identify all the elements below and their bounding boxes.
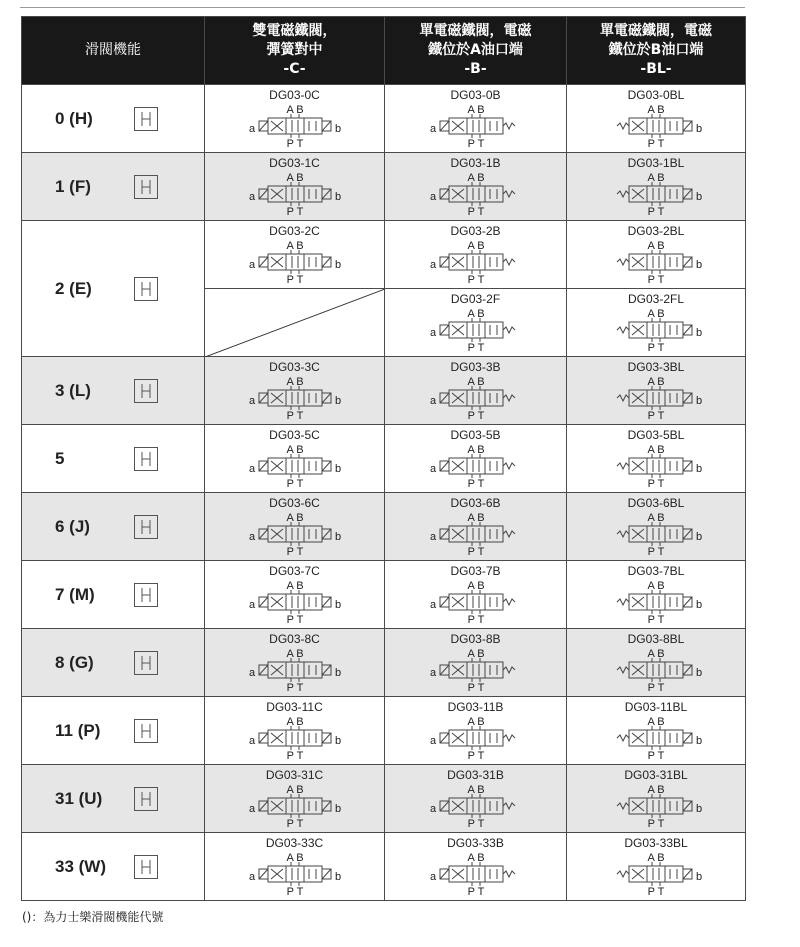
model-cell [385, 85, 567, 153]
model-cell [385, 357, 567, 425]
svg-text:a: a [429, 327, 436, 339]
svg-text:P T: P T [467, 206, 484, 216]
svg-text:b: b [334, 259, 341, 271]
function-cell [22, 629, 205, 697]
header-col-bl-line3: -BL- [640, 61, 672, 77]
valve-symbol-icon [596, 102, 716, 148]
model-cell [567, 153, 746, 221]
function-cell [22, 833, 205, 901]
table-row [22, 357, 746, 425]
svg-text:a: a [429, 667, 436, 679]
model-cell [567, 629, 746, 697]
header-col-c-line1: 雙電磁鐵閥， [252, 23, 337, 39]
model-cell [385, 765, 567, 833]
valve-symbol-icon [235, 850, 355, 896]
diagonal-slash-icon [205, 289, 385, 357]
svg-text:A B: A B [466, 240, 485, 252]
footnote: ()：為力士樂滑閥機能代號 [22, 910, 164, 924]
svg-text:b: b [334, 395, 341, 407]
valve-symbol-icon [235, 578, 355, 624]
valve-symbol-icon [416, 646, 536, 692]
model-cell [567, 289, 746, 357]
svg-text:P T: P T [286, 274, 303, 284]
function-cell [22, 561, 205, 629]
svg-text:a: a [429, 531, 436, 543]
table-row [22, 425, 746, 493]
spool-icon [134, 107, 158, 131]
model-code: DG03-2F [450, 292, 501, 306]
valve-symbol-icon [235, 442, 355, 488]
model-code: DG03-7C [269, 564, 320, 578]
valve-spec-table [21, 16, 746, 901]
valve-symbol-icon [596, 442, 716, 488]
valve-symbol-icon [596, 646, 716, 692]
svg-text:P T: P T [467, 478, 484, 488]
function-label: 8 (G) [55, 652, 94, 672]
svg-text:A B: A B [466, 580, 485, 592]
model-code: DG03-33B [447, 836, 504, 850]
svg-text:a: a [429, 463, 436, 475]
model-code: DG03-3BL [627, 360, 685, 374]
svg-text:b: b [334, 667, 341, 679]
svg-text:a: a [429, 803, 436, 815]
model-code: DG03-6BL [627, 496, 685, 510]
svg-text:A B: A B [285, 512, 304, 524]
svg-text:A B: A B [466, 308, 485, 320]
svg-text:A B: A B [647, 104, 665, 116]
model-cell [567, 221, 746, 289]
model-code: DG03-3B [450, 360, 501, 374]
model-code: DG03-11BL [624, 700, 688, 714]
function-cell [22, 765, 205, 833]
svg-text:A B: A B [647, 784, 665, 796]
model-cell [205, 833, 385, 901]
model-code: DG03-5BL [627, 428, 685, 442]
table-row [22, 153, 746, 221]
not-available-cell [205, 289, 385, 357]
model-code: DG03-1BL [627, 156, 685, 170]
model-code: DG03-0C [269, 88, 320, 102]
svg-text:A B: A B [285, 784, 304, 796]
spool-icon [134, 719, 158, 743]
model-cell [567, 357, 746, 425]
model-code: DG03-7BL [627, 564, 685, 578]
svg-text:A B: A B [285, 172, 304, 184]
valve-symbol-icon [416, 170, 536, 216]
model-cell [205, 765, 385, 833]
svg-text:b: b [695, 803, 703, 815]
function-label: 5 [55, 448, 65, 468]
model-cell [385, 629, 567, 697]
spool-icon [134, 855, 158, 879]
valve-symbol-icon [596, 714, 716, 760]
svg-text:P T: P T [467, 682, 484, 692]
model-cell [385, 289, 567, 357]
header-row [22, 17, 746, 85]
svg-text:b: b [334, 735, 341, 747]
svg-text:A B: A B [647, 172, 665, 184]
svg-text:P T: P T [286, 206, 303, 216]
table-row [22, 697, 746, 765]
svg-text:P T: P T [467, 818, 484, 828]
svg-text:b: b [695, 463, 703, 475]
model-code: DG03-33BL [624, 836, 688, 850]
svg-text:a: a [429, 735, 436, 747]
svg-text:P T: P T [286, 886, 303, 896]
svg-text:a: a [248, 191, 255, 203]
svg-text:A B: A B [466, 784, 485, 796]
header-col-bl-line1: 單電磁鐵閥，電磁 [600, 23, 712, 39]
valve-symbol-icon [235, 238, 355, 284]
valve-symbol-icon [596, 782, 716, 828]
header-function: 滑閥機能 [22, 17, 205, 85]
svg-text:A B: A B [647, 648, 665, 660]
svg-text:a: a [429, 123, 436, 135]
valve-symbol-icon [416, 102, 536, 148]
svg-text:P T: P T [467, 546, 484, 556]
model-code: DG03-33C [265, 836, 324, 850]
svg-text:P T: P T [467, 614, 484, 624]
svg-text:a: a [248, 803, 255, 815]
model-cell [567, 425, 746, 493]
model-cell [385, 697, 567, 765]
function-label: 31 (U) [55, 788, 103, 808]
svg-text:A B: A B [466, 852, 485, 864]
svg-text:a: a [429, 599, 436, 611]
valve-symbol-icon [596, 238, 716, 284]
svg-text:a: a [248, 259, 255, 271]
valve-symbol-icon [416, 782, 536, 828]
model-code: DG03-2B [450, 224, 501, 238]
svg-text:b: b [695, 123, 703, 135]
model-cell [205, 561, 385, 629]
valve-symbol-icon [235, 374, 355, 420]
model-cell [205, 153, 385, 221]
model-code: DG03-11B [447, 700, 504, 714]
model-code: DG03-3C [269, 360, 320, 374]
valve-symbol-icon [416, 442, 536, 488]
svg-text:A B: A B [466, 376, 485, 388]
valve-symbol-icon [596, 170, 716, 216]
valve-symbol-icon [235, 510, 355, 556]
model-code: DG03-5B [450, 428, 501, 442]
svg-text:b: b [695, 871, 703, 883]
function-cell [22, 357, 205, 425]
spool-icon [134, 379, 158, 403]
model-cell [205, 221, 385, 289]
model-code: DG03-7B [450, 564, 501, 578]
function-label: 33 (W) [55, 856, 106, 876]
function-label: 3 (L) [55, 380, 91, 400]
model-cell [567, 493, 746, 561]
svg-text:a: a [429, 259, 436, 271]
spool-icon [134, 515, 158, 539]
svg-text:P T: P T [286, 478, 303, 488]
model-code: DG03-2BL [627, 224, 685, 238]
svg-text:b: b [334, 803, 341, 815]
model-cell [385, 561, 567, 629]
spool-icon [134, 277, 158, 301]
function-label: 2 (E) [55, 278, 92, 298]
svg-text:a: a [248, 599, 255, 611]
valve-symbol-icon [596, 578, 716, 624]
valve-symbol-icon [416, 306, 536, 352]
svg-text:P T: P T [647, 274, 665, 284]
model-cell [385, 221, 567, 289]
svg-text:P T: P T [286, 546, 303, 556]
svg-text:A B: A B [647, 580, 665, 592]
model-cell [567, 765, 746, 833]
valve-symbol-icon [235, 102, 355, 148]
svg-text:P T: P T [467, 410, 484, 420]
svg-text:A B: A B [647, 852, 665, 864]
model-code: DG03-1B [450, 156, 501, 170]
svg-text:P T: P T [286, 818, 303, 828]
svg-text:A B: A B [466, 512, 485, 524]
svg-text:P T: P T [647, 206, 665, 216]
svg-text:a: a [429, 871, 436, 883]
svg-text:A B: A B [466, 648, 485, 660]
svg-text:b: b [334, 463, 341, 475]
function-cell [22, 425, 205, 493]
valve-symbol-icon [235, 782, 355, 828]
svg-text:a: a [248, 531, 255, 543]
model-cell [205, 697, 385, 765]
valve-symbol-icon [596, 850, 716, 896]
header-col-b-line2: 鐵位於A油口端 [428, 42, 523, 58]
function-label: 1 (F) [55, 176, 91, 196]
model-code: DG03-31B [447, 768, 504, 782]
svg-text:A B: A B [285, 444, 304, 456]
function-label: 0 (H) [55, 108, 93, 128]
svg-text:a: a [248, 463, 255, 475]
svg-text:b: b [695, 191, 703, 203]
header-col-bl [567, 17, 746, 85]
svg-text:b: b [695, 327, 703, 339]
header-col-b-line1: 單電磁鐵閥，電磁 [419, 23, 532, 39]
svg-text:A B: A B [466, 104, 485, 116]
valve-symbol-icon [416, 374, 536, 420]
svg-text:P T: P T [647, 886, 665, 896]
model-cell [205, 493, 385, 561]
valve-symbol-icon [235, 714, 355, 760]
model-cell [385, 153, 567, 221]
svg-text:A B: A B [285, 852, 304, 864]
header-col-bl-line2: 鐵位於B油口端 [608, 42, 704, 58]
spool-icon [134, 583, 158, 607]
svg-text:P T: P T [647, 138, 665, 148]
svg-text:b: b [695, 735, 703, 747]
svg-text:A B: A B [647, 308, 665, 320]
table-row [22, 221, 746, 289]
header-col-c [205, 17, 385, 85]
spool-icon [134, 651, 158, 675]
model-cell [385, 833, 567, 901]
svg-text:P T: P T [647, 818, 665, 828]
svg-text:P T: P T [647, 546, 665, 556]
table-row [22, 765, 746, 833]
svg-text:b: b [695, 531, 703, 543]
model-cell [205, 629, 385, 697]
svg-text:A B: A B [647, 376, 665, 388]
valve-symbol-icon [596, 306, 716, 352]
model-code: DG03-6C [269, 496, 320, 510]
svg-text:b: b [695, 667, 703, 679]
svg-text:P T: P T [467, 342, 484, 352]
svg-text:A B: A B [285, 240, 304, 252]
model-code: DG03-8C [269, 632, 320, 646]
svg-text:P T: P T [647, 614, 665, 624]
svg-text:A B: A B [647, 512, 665, 524]
spool-icon [134, 175, 158, 199]
table-row [22, 493, 746, 561]
svg-text:A B: A B [647, 444, 665, 456]
spool-icon [134, 447, 158, 471]
svg-text:P T: P T [286, 138, 303, 148]
table-row [22, 629, 746, 697]
svg-text:A B: A B [647, 240, 665, 252]
model-code: DG03-1C [269, 156, 320, 170]
valve-symbol-icon [235, 646, 355, 692]
function-cell [22, 85, 205, 153]
model-code: DG03-5C [269, 428, 320, 442]
valve-symbol-icon [235, 170, 355, 216]
header-col-c-line3: -C- [283, 61, 306, 77]
function-cell [22, 221, 205, 357]
model-cell [385, 425, 567, 493]
svg-text:P T: P T [467, 886, 484, 896]
model-code: DG03-6B [450, 496, 501, 510]
svg-text:P T: P T [467, 750, 484, 760]
svg-text:A B: A B [466, 716, 485, 728]
svg-text:P T: P T [647, 478, 665, 488]
svg-text:b: b [334, 191, 341, 203]
model-cell [205, 357, 385, 425]
model-code: DG03-0B [450, 88, 501, 102]
model-cell [567, 697, 746, 765]
model-code: DG03-8B [450, 632, 501, 646]
svg-text:A B: A B [285, 716, 304, 728]
svg-text:a: a [248, 395, 255, 407]
svg-text:P T: P T [467, 274, 484, 284]
valve-symbol-icon [416, 850, 536, 896]
function-label: 7 (M) [55, 584, 95, 604]
table-row [22, 833, 746, 901]
svg-text:A B: A B [285, 376, 304, 388]
valve-symbol-icon [416, 510, 536, 556]
model-code: DG03-8BL [627, 632, 685, 646]
svg-text:a: a [429, 395, 436, 407]
svg-text:A B: A B [466, 172, 485, 184]
svg-text:P T: P T [286, 750, 303, 760]
svg-text:b: b [334, 599, 341, 611]
svg-text:A B: A B [285, 580, 304, 592]
model-cell [567, 561, 746, 629]
header-col-c-line2: 彈簧對中 [266, 42, 323, 58]
header-col-b [385, 17, 567, 85]
svg-text:a: a [248, 123, 255, 135]
svg-text:A B: A B [285, 104, 304, 116]
valve-symbol-icon [416, 714, 536, 760]
model-code: DG03-2C [269, 224, 320, 238]
valve-symbol-icon [596, 510, 716, 556]
svg-text:b: b [334, 531, 341, 543]
function-cell [22, 153, 205, 221]
spool-icon [134, 787, 158, 811]
model-code: DG03-31C [265, 768, 324, 782]
table-row [22, 561, 746, 629]
svg-text:P T: P T [467, 138, 484, 148]
svg-text:P T: P T [286, 682, 303, 692]
svg-text:a: a [248, 667, 255, 679]
svg-text:A B: A B [647, 716, 665, 728]
svg-text:b: b [334, 871, 341, 883]
valve-symbol-icon [416, 238, 536, 284]
function-label: 11 (P) [55, 720, 101, 740]
svg-text:P T: P T [647, 342, 665, 352]
svg-text:P T: P T [647, 410, 665, 420]
function-cell [22, 493, 205, 561]
model-code: DG03-2FL [627, 292, 685, 306]
top-rule [20, 7, 745, 8]
model-cell [567, 833, 746, 901]
function-cell [22, 697, 205, 765]
svg-text:b: b [695, 259, 703, 271]
svg-text:P T: P T [286, 614, 303, 624]
svg-text:b: b [695, 395, 703, 407]
valve-symbol-icon [416, 578, 536, 624]
model-cell [205, 85, 385, 153]
model-code: DG03-0BL [627, 88, 685, 102]
svg-text:A B: A B [285, 648, 304, 660]
function-label: 6 (J) [55, 516, 90, 536]
model-code: DG03-31BL [624, 768, 688, 782]
svg-text:a: a [429, 191, 436, 203]
svg-text:P T: P T [647, 682, 665, 692]
svg-text:a: a [248, 871, 255, 883]
model-cell [205, 425, 385, 493]
table-row [22, 85, 746, 153]
svg-text:b: b [695, 599, 703, 611]
svg-text:P T: P T [286, 410, 303, 420]
svg-text:a: a [248, 735, 255, 747]
model-code: DG03-11C [266, 700, 323, 714]
model-cell [385, 493, 567, 561]
valve-symbol-icon [596, 374, 716, 420]
header-col-b-line3: -B- [464, 61, 487, 77]
svg-text:A B: A B [466, 444, 485, 456]
svg-text:b: b [334, 123, 341, 135]
model-cell [567, 85, 746, 153]
svg-text:P T: P T [647, 750, 665, 760]
